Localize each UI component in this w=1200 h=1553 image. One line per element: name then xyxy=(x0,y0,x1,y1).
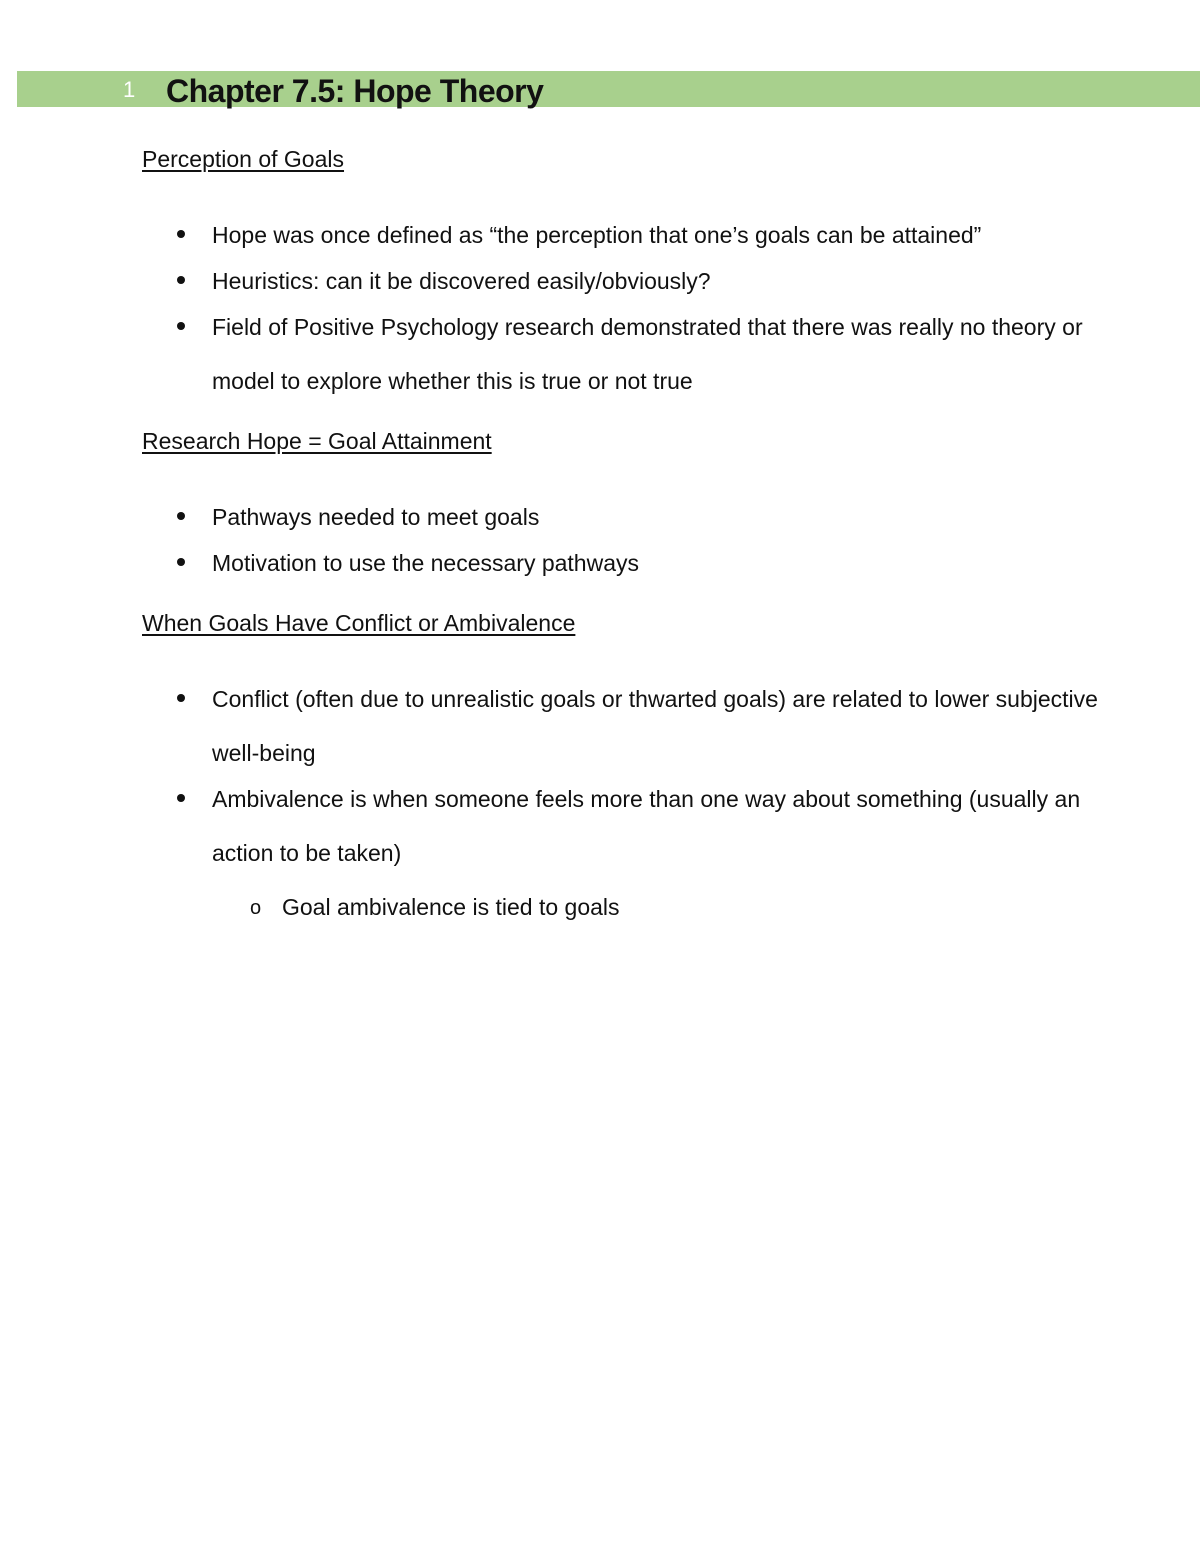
sub-list-item xyxy=(212,880,1102,934)
bullet-list xyxy=(142,208,1102,408)
list-item-text: Field of Positive Psychology research demonstrated that there was really no theory or model to explore whether this is true or not true xyxy=(212,314,1083,394)
list-item-text: Conflict (often due to unrealistic goals or thwarted goals) are related to lower subjective well-being xyxy=(212,686,1098,766)
section-heading: Research Hope = Goal Attainment xyxy=(142,428,492,454)
bullet-icon xyxy=(177,558,185,566)
bullet-icon xyxy=(177,322,185,330)
list-item xyxy=(142,536,1102,590)
bullet-list xyxy=(142,490,1102,590)
bullet-icon xyxy=(177,794,185,802)
section-research-hope xyxy=(142,422,1102,590)
section-goal-conflict xyxy=(142,604,1102,934)
heading-number: 1 xyxy=(123,77,136,102)
bullet-icon xyxy=(177,694,185,702)
page-title: Chapter 7.5: Hope Theory xyxy=(166,73,544,109)
circle-bullet-icon: o xyxy=(250,897,262,919)
list-item-text: Ambivalence is when someone feels more than one way about something (usually an action to be taken) xyxy=(212,786,1081,866)
list-item xyxy=(142,772,1102,934)
bullet-list xyxy=(142,672,1102,934)
section-heading: When Goals Have Conflict or Ambivalence xyxy=(142,610,576,636)
list-item-text: Pathways needed to meet goals xyxy=(212,504,540,530)
list-item xyxy=(142,672,1102,780)
bullet-icon xyxy=(177,230,185,238)
list-item-text: Heuristics: can it be discovered easily/obviously? xyxy=(212,268,711,294)
section-perception-of-goals xyxy=(142,140,1102,408)
list-item xyxy=(142,300,1102,408)
sub-list-item-text: Goal ambivalence is tied to goals xyxy=(282,894,620,920)
bullet-icon xyxy=(177,276,185,284)
sub-bullet-list xyxy=(212,880,1102,934)
document-body xyxy=(142,140,1102,934)
list-item-text: Motivation to use the necessary pathways xyxy=(212,550,640,576)
list-item-text: Hope was once defined as “the perception that one’s goals can be attained” xyxy=(212,222,982,248)
section-heading: Perception of Goals xyxy=(142,146,345,172)
bullet-icon xyxy=(177,512,185,520)
